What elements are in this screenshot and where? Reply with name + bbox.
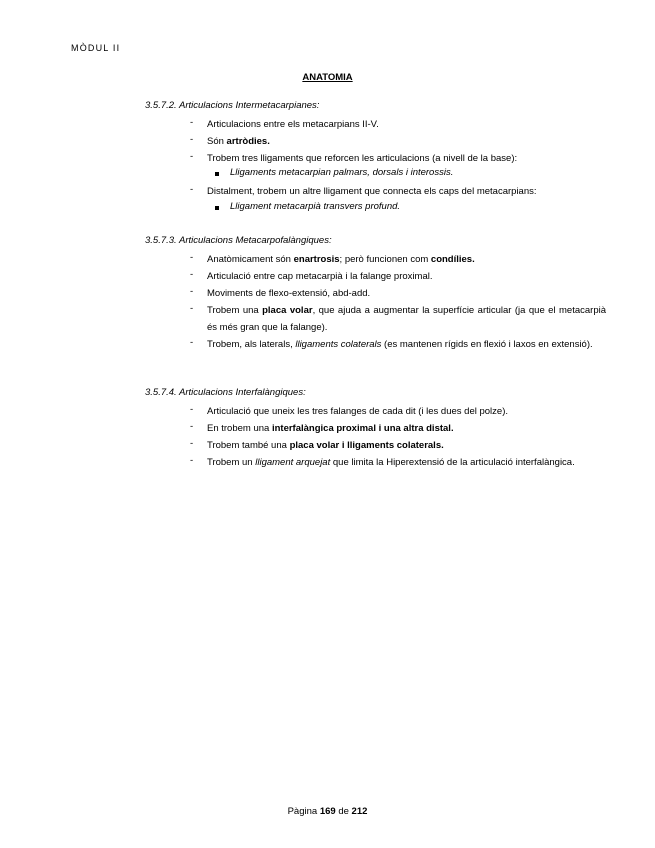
dash-bullet: - <box>190 303 194 314</box>
text-run: Trobem també una <box>207 440 290 451</box>
text-run: Són <box>207 136 227 147</box>
page-footer <box>0 806 655 817</box>
dash-bullet: - <box>190 286 194 297</box>
text-run: Trobem, als laterals, <box>207 339 296 350</box>
section-heading: 3.5.7.2. Articulacions Intermetacarpianes: <box>145 100 320 111</box>
sub-list-item: Lligaments metacarpian palmars, dorsals i interossis. <box>230 167 454 178</box>
sub-list-item: Lligament metacarpià transvers profund. <box>230 201 401 212</box>
dash-bullet: - <box>190 337 194 348</box>
current-page: 169 <box>319 806 336 817</box>
dash-bullet: - <box>190 455 194 466</box>
text-run: interfalàngica proximal i una altra distal. <box>271 423 454 434</box>
text-run: enartrosis <box>293 254 340 265</box>
list-item <box>207 337 606 354</box>
text-run: placa volar <box>262 305 313 316</box>
text-run: Trobem un <box>207 457 256 468</box>
square-bullet-icon <box>215 206 219 210</box>
dash-bullet: - <box>190 404 194 415</box>
section-heading: 3.5.7.3. Articulacions Metacarpofalàngiques: <box>145 235 332 246</box>
list-item <box>207 151 606 168</box>
dash-bullet: - <box>190 184 194 195</box>
list-item <box>207 252 606 269</box>
text-run: Articulacions entre els metacarpians II-V. <box>207 119 379 130</box>
list-item <box>207 421 606 438</box>
text-run: artròdies. <box>226 136 270 147</box>
text-run: placa volar i lligaments colaterals. <box>289 440 444 451</box>
total-pages: 212 <box>351 806 368 817</box>
text-run: lligaments colaterals <box>295 339 382 350</box>
text-run: ; però funcionen com <box>339 254 431 265</box>
list-item <box>207 438 606 455</box>
text-run: Trobem una <box>207 305 263 316</box>
text-run: condílies. <box>430 254 475 265</box>
dash-bullet: - <box>190 134 194 145</box>
text-run: Articulació que uneix les tres falanges de cada dit (i les dues del polze). <box>207 406 509 417</box>
page-title: ANATOMIA <box>302 72 353 83</box>
list-item <box>207 269 606 286</box>
list-item <box>207 286 606 303</box>
text-run: (es mantenen rígids en flexió i laxos en extensió). <box>381 339 593 350</box>
list-item <box>207 117 606 134</box>
text-run: Anatòmicament són <box>207 254 294 265</box>
page-label: Pàgina <box>287 806 320 817</box>
text-run: , que ajuda a augmentar la superfície articular (ja que el metacarpià és més gran que la falange). <box>207 305 606 333</box>
module-label: MÒDUL II <box>71 43 121 53</box>
text-run: lligament arquejat <box>255 457 331 468</box>
list-item <box>207 303 606 336</box>
list-item <box>207 455 606 472</box>
dash-bullet: - <box>190 438 194 449</box>
text-run: que limita la Hiperextensió de la articulació interfalàngica. <box>330 457 575 468</box>
text-run: Moviments de flexo-extensió, abd-add. <box>207 288 371 299</box>
text-run: Articulació entre cap metacarpià i la falange proximal. <box>207 271 433 282</box>
section-heading: 3.5.7.4. Articulacions Interfalàngiques: <box>145 387 306 398</box>
list-item <box>207 184 606 201</box>
text-run: Distalment, trobem un altre lligament que connecta els caps del metacarpians: <box>207 186 537 197</box>
square-bullet-icon <box>215 172 219 176</box>
dash-bullet: - <box>190 421 194 432</box>
list-item <box>207 404 606 421</box>
page-separator: de <box>335 806 352 817</box>
dash-bullet: - <box>190 151 194 162</box>
dash-bullet: - <box>190 117 194 128</box>
dash-bullet: - <box>190 252 194 263</box>
text-run: En trobem una <box>207 423 272 434</box>
dash-bullet: - <box>190 269 194 280</box>
list-item <box>207 134 606 151</box>
text-run: Trobem tres lligaments que reforcen les articulacions (a nivell de la base): <box>207 153 518 164</box>
